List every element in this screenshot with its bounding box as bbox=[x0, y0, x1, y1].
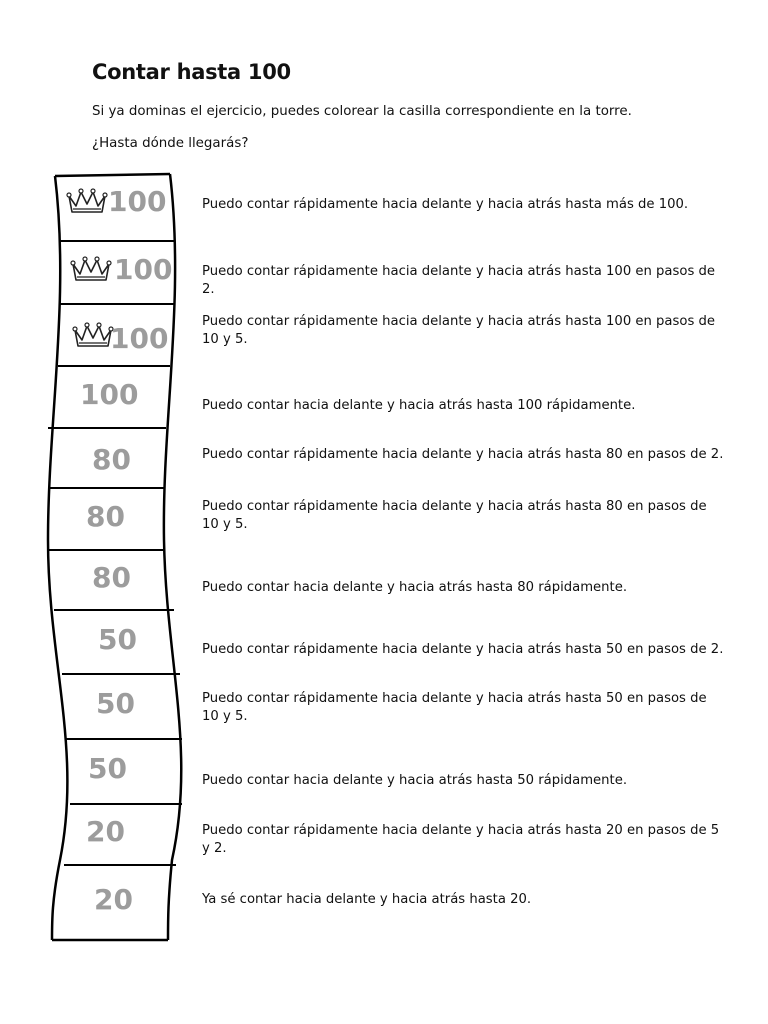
tower-top-edge bbox=[55, 174, 170, 176]
level-description: Puedo contar rápidamente hacia delante y hacia atrás hasta 20 en pasos de 5 y 2. bbox=[202, 823, 720, 856]
level-description: Puedo contar rápidamente hacia delante y hacia atrás hasta 50 en pasos de 10 y 5. bbox=[202, 691, 707, 724]
level-description: Puedo contar rápidamente hacia delante y hacia atrás hasta 80 en pasos de 10 y 5. bbox=[202, 499, 707, 532]
tower-level-number: 50 bbox=[98, 623, 137, 656]
crown-icon bbox=[72, 320, 114, 355]
level-description: Puedo contar rápidamente hacia delante y hacia atrás hasta 80 en pasos de 2. bbox=[202, 447, 724, 462]
tower-level-number: 80 bbox=[92, 561, 131, 594]
tower-right-edge bbox=[164, 174, 181, 940]
level-description: Puedo contar hacia delante y hacia atrás hasta 100 rápidamente. bbox=[202, 398, 636, 413]
level-description: Puedo contar hacia delante y hacia atrás hasta 50 rápidamente. bbox=[202, 773, 628, 788]
level-description: Ya sé contar hacia delante y hacia atrás hasta 20. bbox=[202, 892, 532, 907]
level-description: Puedo contar rápidamente hacia delante y hacia atrás hasta 100 en pasos de 2. bbox=[202, 264, 715, 297]
crown-icon bbox=[70, 254, 112, 289]
tower-level-number: 20 bbox=[94, 883, 133, 916]
level-description: Puedo contar rápidamente hacia delante y hacia atrás hasta más de 100. bbox=[202, 197, 689, 212]
level-description: Puedo contar rápidamente hacia delante y hacia atrás hasta 50 en pasos de 2. bbox=[202, 642, 724, 657]
question-text: ¿Hasta dónde llegarás? bbox=[92, 136, 249, 151]
tower-level-number: 100 bbox=[108, 185, 167, 218]
level-description: Puedo contar rápidamente hacia delante y hacia atrás hasta 100 en pasos de 10 y 5. bbox=[202, 314, 715, 347]
tower-level-number: 100 bbox=[80, 378, 139, 411]
tower-level-number: 20 bbox=[86, 815, 125, 848]
tower-level-number: 50 bbox=[88, 752, 127, 785]
instructions-text: Si ya dominas el ejercicio, puedes colorear la casilla correspondiente en la torre. bbox=[92, 104, 632, 119]
tower-level-number: 100 bbox=[114, 253, 173, 286]
tower-level-number: 80 bbox=[86, 500, 125, 533]
tower-level-number: 80 bbox=[92, 443, 131, 476]
page-title: Contar hasta 100 bbox=[92, 60, 291, 84]
tower-level-number: 100 bbox=[110, 322, 169, 355]
level-description: Puedo contar hacia delante y hacia atrás hasta 80 rápidamente. bbox=[202, 580, 628, 595]
tower-left-edge bbox=[48, 176, 67, 940]
tower-level-number: 50 bbox=[96, 687, 135, 720]
crown-icon bbox=[66, 186, 108, 221]
